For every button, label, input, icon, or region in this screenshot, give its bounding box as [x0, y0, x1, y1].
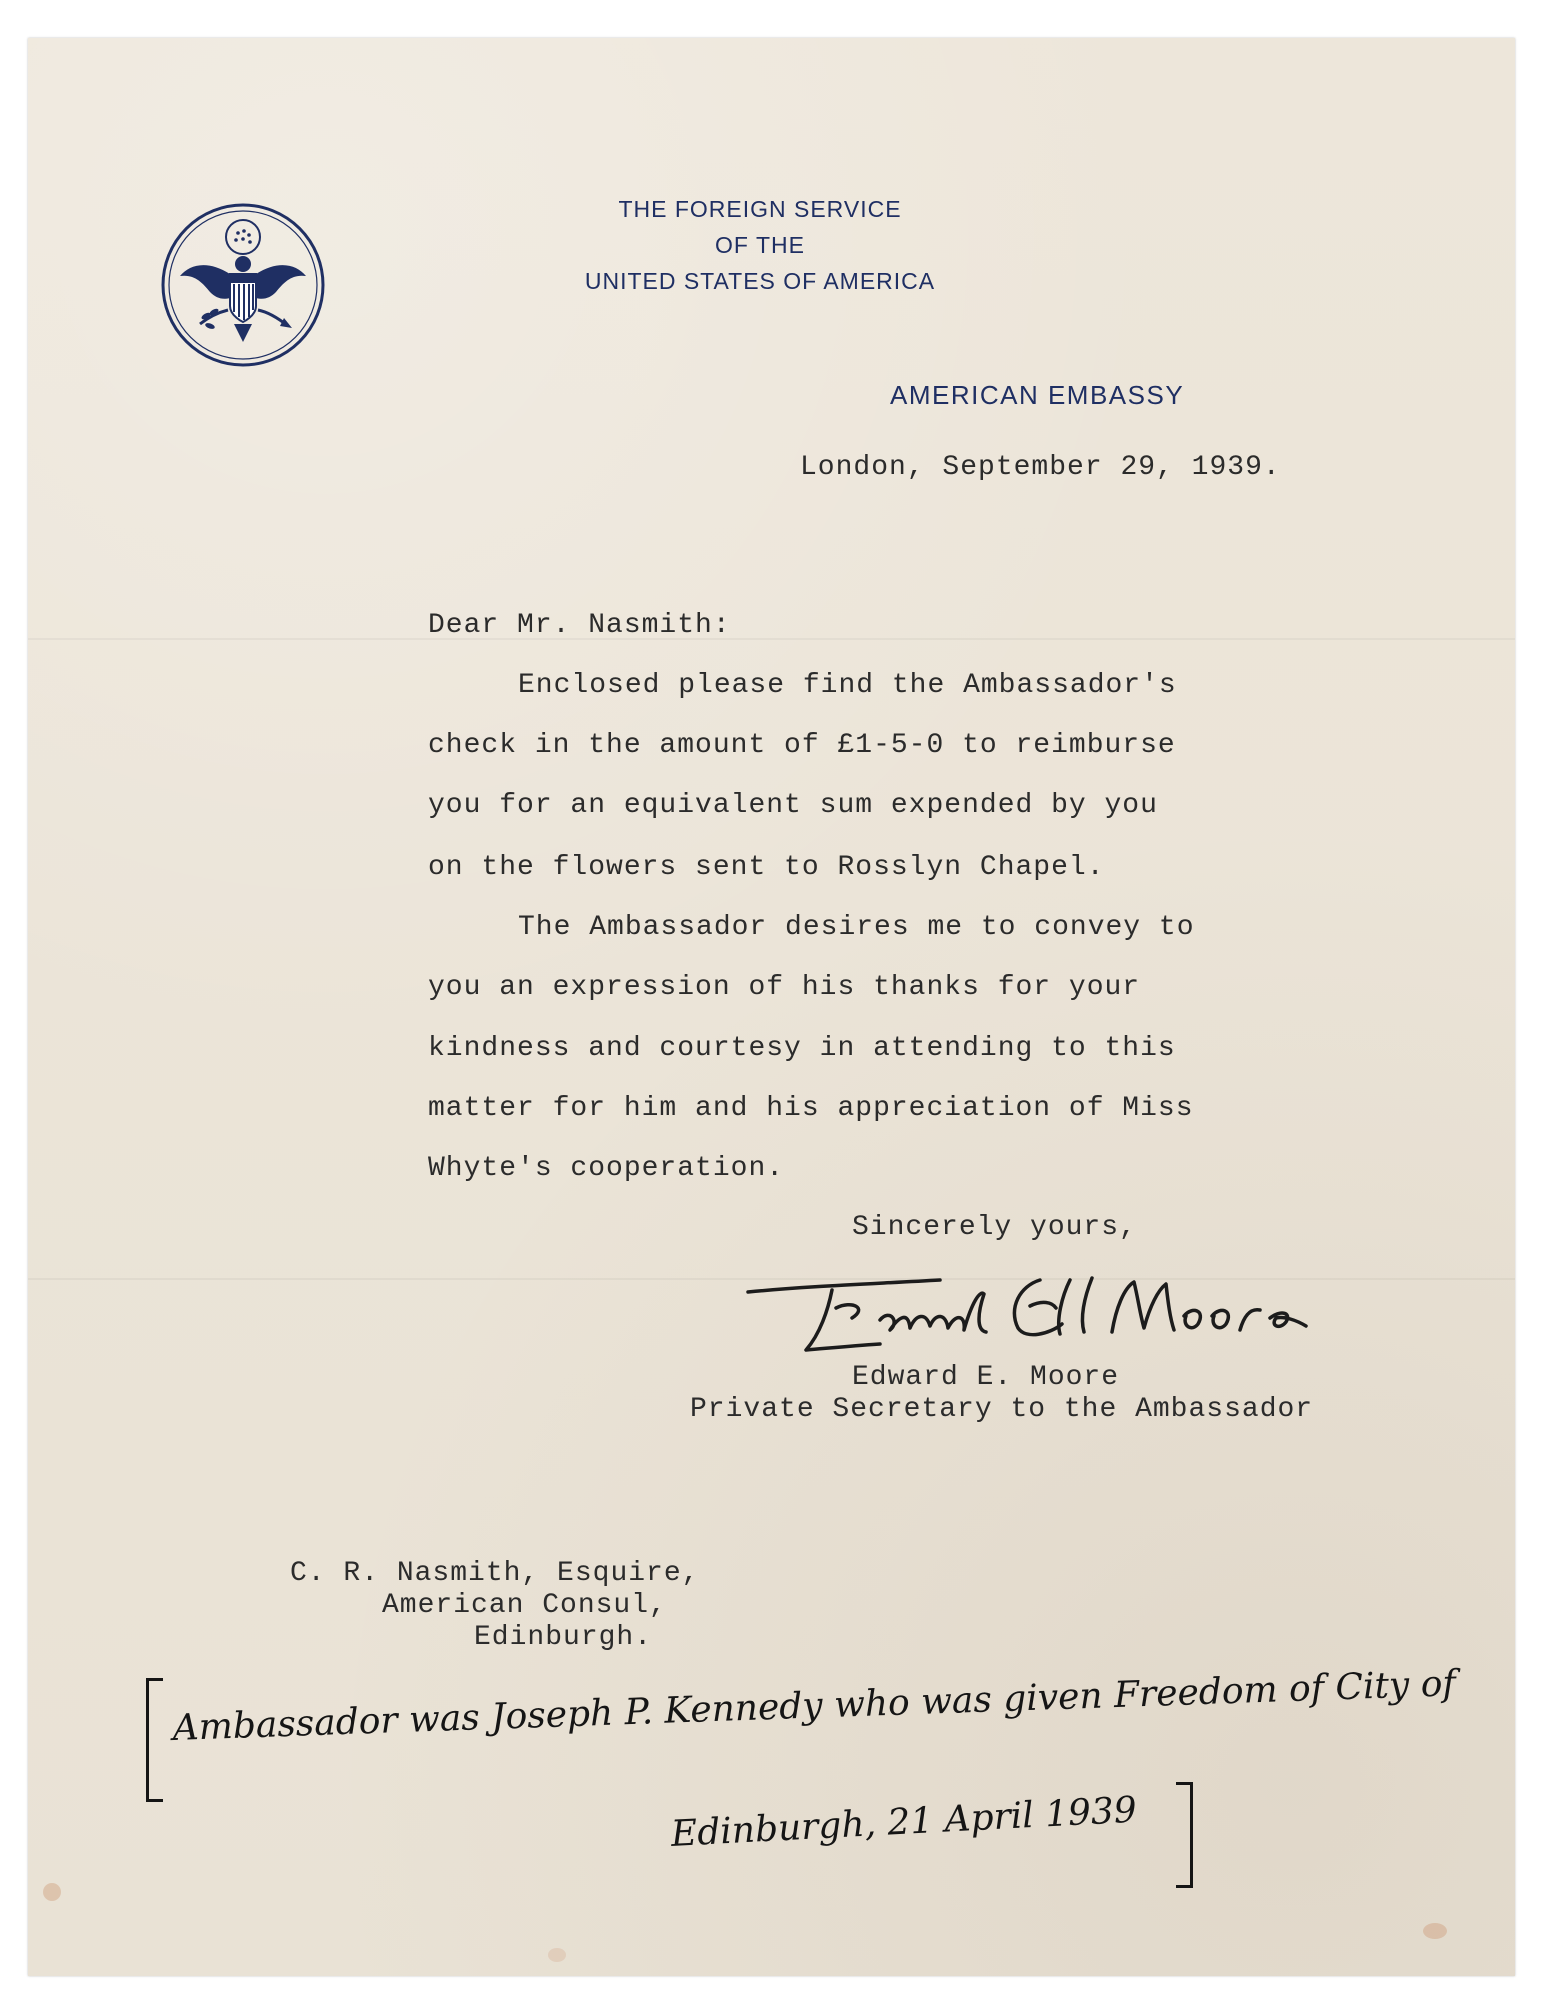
fold-line	[28, 638, 1515, 640]
body-line: Enclosed please find the Ambassador's	[518, 670, 1177, 701]
body-line: on the flowers sent to Rosslyn Chapel.	[428, 852, 1105, 883]
addressee-line-3: Edinburgh.	[474, 1622, 653, 1653]
annotation-bracket-right	[1176, 1782, 1193, 1888]
letterhead-line-1: THE FOREIGN SERVICE	[618, 196, 902, 222]
paper-stain	[548, 1948, 566, 1962]
body-line: The Ambassador desires me to convey to	[518, 912, 1195, 943]
body-line: you for an equivalent sum expended by you	[428, 790, 1158, 821]
great-seal-eagle-icon	[160, 202, 326, 368]
annotation-line-2: Edinburgh, 21 April 1939	[670, 1789, 1138, 1855]
salutation: Dear Mr. Nasmith:	[428, 610, 731, 641]
annotation-line-1: Ambassador was Joseph P. Kennedy who was given Freedom of City of	[172, 1663, 1457, 1749]
addressee-line-1: C. R. Nasmith, Esquire,	[290, 1558, 700, 1589]
letterhead-line-3: UNITED STATES OF AMERICA	[584, 268, 936, 294]
body-line: Whyte's cooperation.	[428, 1153, 785, 1184]
paper-stain	[1423, 1923, 1447, 1939]
embassy-heading: AMERICAN EMBASSY	[890, 380, 1185, 410]
dateline: London, September 29, 1939.	[800, 452, 1281, 483]
signatory-name: Edward E. Moore	[852, 1362, 1120, 1393]
body-line: matter for him and his appreciation of Miss	[428, 1093, 1194, 1124]
paper-stain	[43, 1883, 61, 1901]
addressee-line-2: American Consul,	[382, 1590, 667, 1621]
body-line: you an expression of his thanks for your	[428, 972, 1141, 1003]
body-line: check in the amount of £1-5-0 to reimburse	[428, 730, 1176, 761]
handwritten-signature	[740, 1250, 1320, 1370]
closing: Sincerely yours,	[852, 1212, 1137, 1243]
body-line: kindness and courtesy in attending to this	[428, 1033, 1176, 1064]
signatory-title: Private Secretary to the Ambassador	[690, 1394, 1314, 1425]
annotation-bracket-left	[146, 1678, 163, 1802]
letterhead-line-2: OF THE	[715, 232, 805, 258]
